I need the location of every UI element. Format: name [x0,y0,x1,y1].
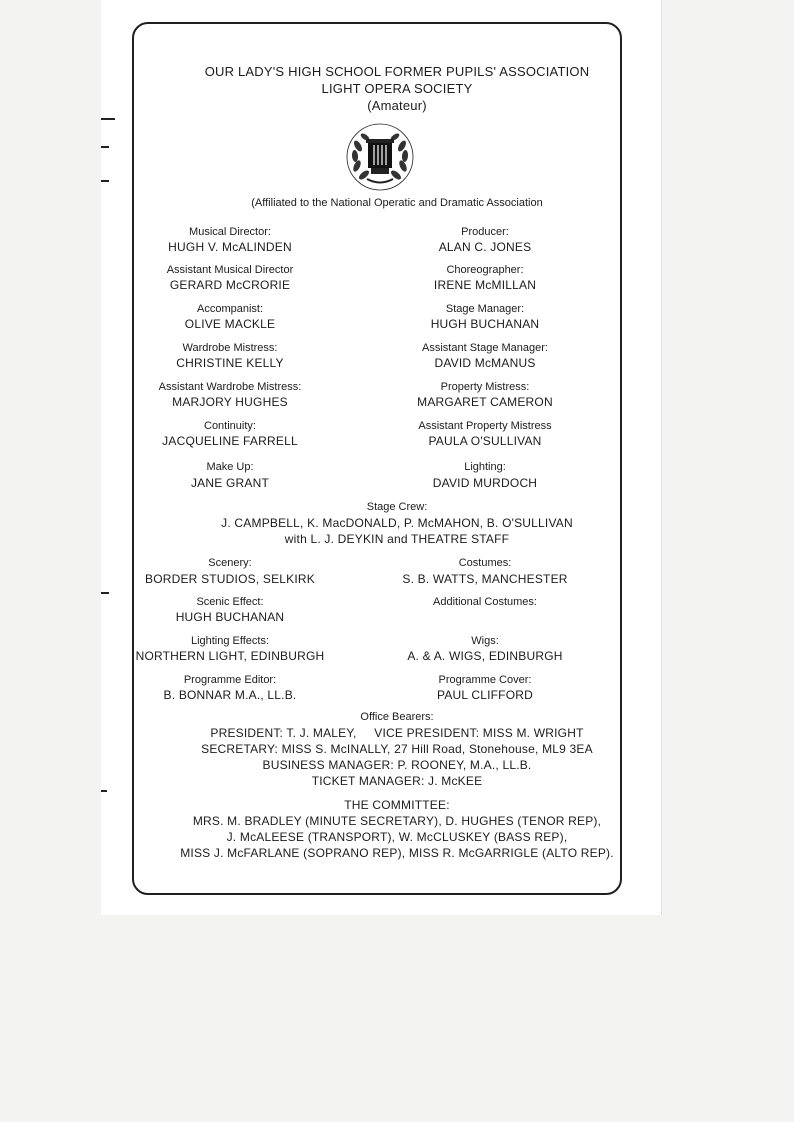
role-label: Costumes: [458,557,512,569]
binding-mark [101,592,109,594]
office-bearers-line: PRESIDENT: T. J. MALEY, VICE PRESIDENT: MISS M. WRIGHT [210,726,584,740]
stage-crew-names: J. CAMPBELL, K. MacDONALD, P. McMAHON, B. O'SULLIVAN [221,516,573,530]
person-name: ALAN C. JONES [438,240,532,254]
role-label: Choreographer: [446,264,524,276]
role-label: Lighting: [464,461,506,473]
person-name: NORTHERN LIGHT, EDINBURGH [135,649,325,663]
stage-crew-label: Stage Crew: [366,501,428,513]
person-name: DAVID McMANUS [434,356,536,370]
role-label: Make Up: [206,461,254,473]
stage-crew-staff: with L. J. DEYKIN and THEATRE STAFF [284,532,510,546]
person-name: A. & A. WIGS, EDINBURGH [407,649,563,663]
role-label: Continuity: [204,420,256,432]
person-name: HUGH V. McALINDEN [168,240,292,254]
person-name: PAUL CLIFFORD [437,688,533,702]
role-label: Lighting Effects: [190,635,270,647]
role-label: Accompanist: [196,303,264,315]
society-title: OUR LADY'S HIGH SCHOOL FORMER PUPILS' ASSOCIATION [204,64,590,79]
person-name: CHRISTINE KELLY [176,356,284,370]
role-label: Additional Costumes: [433,596,537,608]
person-name: S. B. WATTS, MANCHESTER [402,572,568,586]
binding-mark [101,118,115,120]
office-bearers-line: SECRETARY: MISS S. McINALLY, 27 Hill Road, Stonehouse, ML9 3EA [201,742,593,756]
office-bearers-label: Office Bearers: [360,711,434,723]
person-name: JACQUELINE FARRELL [162,434,298,448]
role-label: Assistant Stage Manager: [422,342,548,354]
role-label: Assistant Wardrobe Mistress: [158,381,302,393]
role-label: Assistant Property Mistress [418,420,552,432]
committee-line: MRS. M. BRADLEY (MINUTE SECRETARY), D. HUGHES (TENOR REP), [192,814,602,828]
role-label: Programme Cover: [438,674,532,686]
person-name: OLIVE MACKLE [184,317,276,331]
lyre-wreath-emblem [345,122,415,192]
person-name: GERARD McCRORIE [169,278,291,292]
person-name: BORDER STUDIOS, SELKIRK [145,572,315,586]
person-name: IRENE McMILLAN [433,278,537,292]
committee-label: THE COMMITTEE: [344,798,450,812]
society-subtitle: LIGHT OPERA SOCIETY [321,81,473,96]
role-label: Musical Director: [189,226,271,238]
binding-mark [101,790,107,792]
role-label: Scenic Effect: [196,596,264,608]
person-name: MARGARET CAMERON [417,395,553,409]
person-name: PAULA O'SULLIVAN [428,434,542,448]
amateur-label: (Amateur) [367,98,427,113]
committee-line: MISS J. McFARLANE (SOPRANO REP), MISS R. McGARRIGLE (ALTO REP). [180,846,614,860]
binding-mark [101,180,109,182]
office-bearers-line: BUSINESS MANAGER: P. ROONEY, M.A., LL.B. [262,758,532,772]
role-label: Wigs: [471,635,499,647]
person-name: HUGH BUCHANAN [175,610,285,624]
binding-mark [101,146,109,148]
role-label: Producer: [461,226,509,238]
person-name: HUGH BUCHANAN [430,317,540,331]
role-label: Property Mistress: [440,381,530,393]
person-name: JANE GRANT [190,476,269,490]
role-label: Wardrobe Mistress: [182,342,278,354]
affiliation-note: (Affiliated to the National Operatic and Dramatic Association [251,197,543,209]
person-name: MARJORY HUGHES [172,395,288,409]
person-name: DAVID MURDOCH [432,476,538,490]
person-name: B. BONNAR M.A., LL.B. [163,688,297,702]
role-label: Stage Manager: [445,303,525,315]
role-label: Programme Editor: [183,674,277,686]
office-bearers-line: TICKET MANAGER: J. McKEE [311,774,483,788]
committee-line: J. McALEESE (TRANSPORT), W. McCLUSKEY (BASS REP), [226,830,568,844]
role-label: Scenery: [208,557,252,569]
role-label: Assistant Musical Director [166,264,294,276]
